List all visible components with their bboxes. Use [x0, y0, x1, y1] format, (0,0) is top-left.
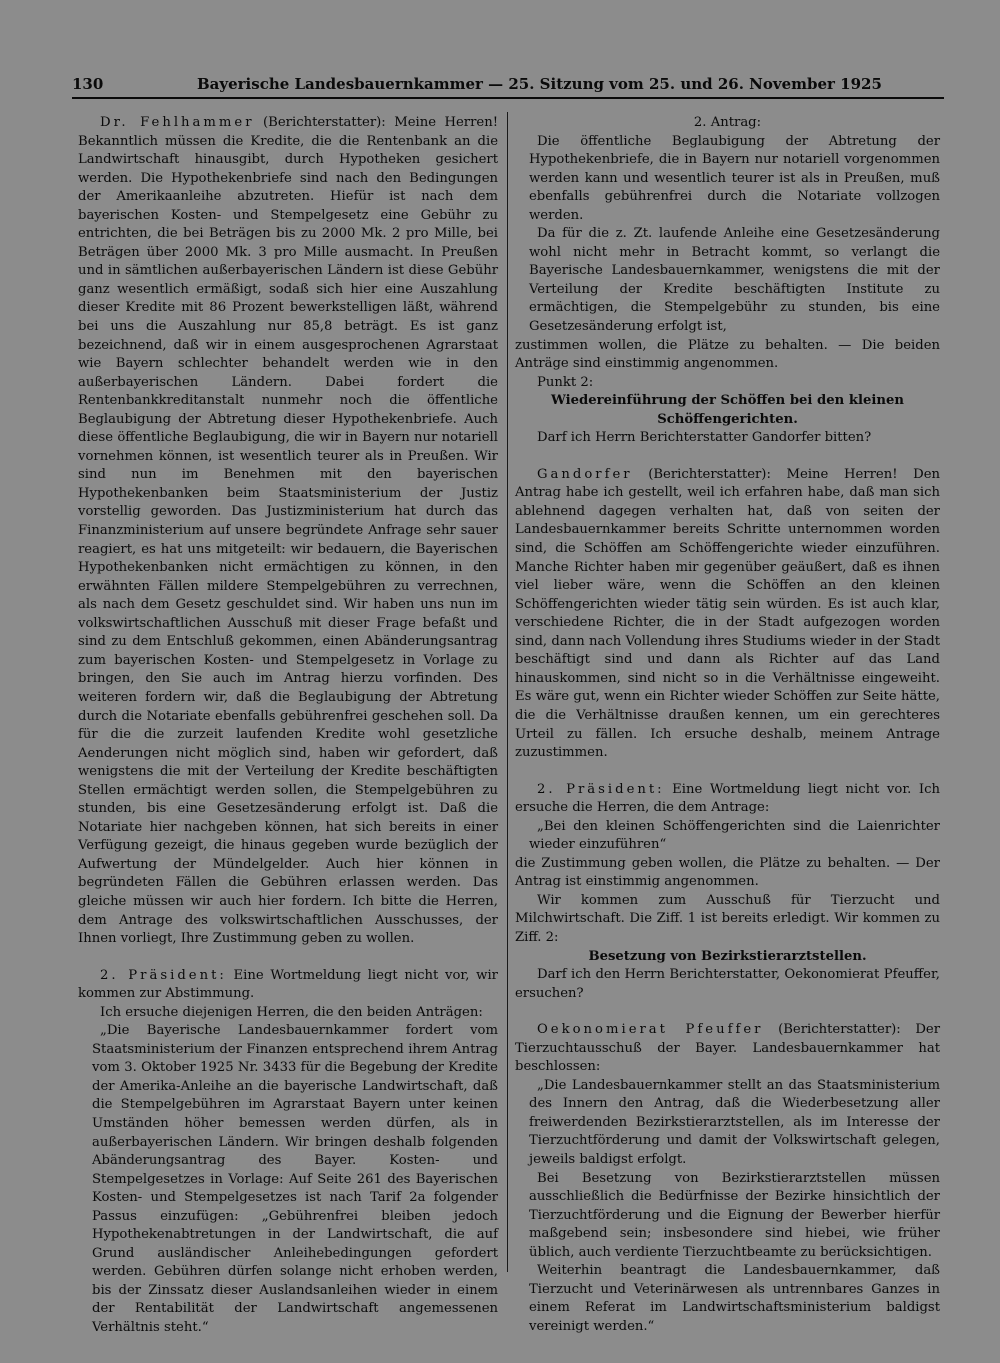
spacer: [515, 763, 940, 781]
paragraph-text: Darf ich den Herrn Berichterstatter, Oekonomierat Pfeuffer, ersuchen?: [515, 967, 940, 1001]
paragraph-text: Wir kommen zum Ausschuß für Tierzucht und Milchwirtschaft. Die Ziff. 1 ist bereits erledigt. Wir kommen zu Ziff. 2:: [515, 892, 940, 945]
quoted-motion: [78, 1022, 498, 1337]
paragraph: [515, 892, 940, 948]
paragraph-text: Eine Wortmeldung liegt nicht vor, wir kommen zur Abstimmung.: [78, 967, 498, 1002]
page-header: [72, 74, 942, 94]
spacer: [515, 448, 940, 466]
paragraph-text: die Zustimmung geben wollen, die Plätze zu behalten. — Der Antrag ist einstimmig angenommen.: [515, 855, 940, 890]
quote-text: Weiterhin beantragt die Landesbauernkammer, daß Tierzucht und Veterinärwesen als untrennbares Ganzes in einem Referat im Landwirtschaftsministerium baldigst vereinigt werden.“: [529, 1263, 940, 1334]
page-number: 130: [72, 75, 104, 93]
quote-text: Da für die z. Zt. laufende Anleihe eine Gesetzesänderung wohl nicht mehr in Betracht kommt, so verlangt die Bayerische Landesbauernkammer, wenigstens die mit der Verteilung der Kredite beschäftigten Institute zu ermächtigen, die Stempelgebühr zu stunden, bis eine Gesetzesänderung erfolgt ist,: [529, 226, 940, 335]
left-column: [78, 114, 498, 1338]
quote-text: Die öffentliche Beglaubigung der Abtretung der Hypothekenbriefe, die in Bayern nur notariell vorgenommen werden kann und wesentlich teurer ist als in Preußen, muß ebenfalls gebührenfrei durch die Notariate vollzogen werden.: [529, 133, 940, 223]
quote-text: „Die Bayerische Landesbauernkammer fordert vom Staatsministerium der Finanzen entsprechend ihrem Antrag vom 3. Oktober 1925 Nr. 3433 für die Begebung der Kredite der Amerika-Anleihe an die bayerische Landwirtschaft, daß die Stempelgebühren im Agrarstaat Bayern unter keinen Umständen höher bemessen werden dürfen, als in außerbayerischen Ländern. Wir bringen deshalb folgenden Abänderungsantrag des Bayer. Kosten- und Stempelgesetzes in Vorlage: Auf Seite 261 des Bayerischen Kosten- und Stempelgesetzes ist nach Tarif 2a folgender Passus einzufügen: „Gebührenfrei bleiben jedoch Hypothekenabtretungen in der Landwirtschaft, die auf Grund ausländischer Anleihebedingungen gefordert werden. Gebühren dürfen solange nicht erhoben werden, bis der Zinssatz dieser Auslandsanleihen wieder in einem der Rentabilität der Landwirtschaft angemessenen Verhältnis steht.“: [92, 1023, 498, 1335]
paragraph: [515, 429, 940, 448]
quoted-motion: [515, 818, 940, 855]
paragraph-text: (Berichterstatter): Meine Herren! Bekanntlich müssen die Kredite, die die Rentenbank an die Landwirtschaft hinausgibt, durch Hypotheken gesichert werden. Die Hypothekenbriefe sind nach den Bedingungen der Amerikaanleihe abzutreten. Hiefür ist nach dem bayerischen Kosten- und Stempelgesetz eine Gebühr zu entrichten, die bei Beträgen bis zu 2000 Mk. 2 pro Mille, bei Beträgen über 2000 Mk. 3 pro Mille ausmacht. In Preußen und in sämtlichen außerbayerischen Ländern ist diese Gebühr ganz wesentlich ermäßigt, sodaß sich hier eine Auszahlung dieser Kredite mit 86 Prozent bewerkstelligen läßt, während bei uns die Auszahlung nur 85,8 beträgt. Es ist ganz bezeichnend, daß wir in einem ausgesprochenen Agrarstaat wie Bayern schlechter behandelt werden wie in den außerbayerischen Ländern. Dabei fordert die Rentenbankkreditanstalt nunmehr noch die öffentliche Beglaubigung der Abtretung dieser Hypothekenbriefe. Auch diese öffentliche Beglaubigung, die wir in Bayern nur notariell vornehmen können, ist wesentlich teurer als in Preußen. Wir sind nun im Benehmen mit den bayerischen Hypothekenbanken beim Staatsministerium der Justiz vorstellig geworden. Das Justizministerium hat durch das Finanzministerium auf unsere begründete Anfrage sehr sauer reagiert, es hat uns mitgeteilt: wir bedauern, die Bayerischen Hypothekenbanken nicht ermächtigen zu können, in den erwähnten Fällen mildere Stempelgebühren zu verrechnen, als nach dem Gesetz geschuldet sind. Wir haben uns nun im volkswirtschaftlichen Ausschuß mit dieser Frage befaßt und sind zu dem Entschluß gekommen, einen Abänderungsantrag zum bayerischen Kosten- und Stempelgesetz in Vorlage zu bringen, den Sie auch im Antrag hierzu vorfinden. Des weiteren fordern wir, daß die Beglaubigung der Abtretung durch die Notariate ebenfalls gebührenfrei geschehen soll. Da für die die zurzeit laufenden Kredite wohl gesetzliche Aenderungen nicht möglich sind, haben wir gefordert, daß wenigstens die mit der Verteilung der Kredite beschäftigten Stellen ermächtigt werden sollen, die Stempelgebühren zu stunden, bis eine Gesetzesänderung erfolgt ist. Daß die Notariate hier nachgeben können, hat sich bereits in einer Verfügung gezeigt, die hinaus gegeben wurde bezüglich der Aufwertung der Mündelgelder. Auch hier können in begründeten Fällen die Gebühren erlassen werden. Das gleiche müssen wir auch hier fordern. Ich bitte die Herren, dem Antrage des volkswirtschaftlichen Ausschusses, der Ihnen vorliegt, Ihre Zustimmung geben zu wollen.: [78, 115, 499, 947]
quoted-motion: [515, 225, 940, 336]
paragraph: [78, 114, 498, 949]
quote-text: „Bei den kleinen Schöffengerichten sind die Laienrichter wieder einzuführen“: [529, 818, 940, 853]
speaker-name: 2. Präsident:: [100, 967, 227, 983]
header-rule: [72, 97, 944, 99]
speaker-name: Oekonomierat Pfeuffer: [537, 1022, 764, 1038]
section-heading: 2. Antrag:: [693, 115, 762, 130]
paragraph-text: zustimmen wollen, die Plätze zu behalten. — Die beiden Anträge sind einstimmig angenommen.: [515, 337, 940, 372]
quote-text: „Die Landesbauernkammer stellt an das Staatsministerium des Innern den Antrag, daß die Wiederbesetzung aller freiwerdenden Bezirkstierarztstellen, als im Interesse der Tierzuchtförderung und damit der Volkswirtschaft gelegen, jeweils baldigst erfolgt.: [529, 1077, 940, 1167]
paragraph-text: Ich ersuche diejenigen Herren, die den beiden Anträgen:: [100, 1004, 483, 1020]
paragraph-text: Punkt 2:: [537, 374, 594, 390]
paragraph: [515, 966, 940, 1003]
agenda-item-label: [515, 374, 940, 393]
quoted-motion: [515, 1262, 940, 1336]
paragraph-text: Darf ich Herrn Berichterstatter Gandorfer bitten?: [537, 430, 872, 446]
quote-text: Bei Besetzung von Bezirkstierarztstellen müssen ausschließlich die Bedürfnisse der Bezirke hinsichtlich der Tierzuchtförderung und die Eignung der Bewerber hierfür maßgebend sein; insbesondere sind hiebei, wie früher üblich, auch verdiente Tierzuchtbeamte zu berücksichtigen.: [529, 1170, 940, 1260]
quoted-motion: [515, 1170, 940, 1263]
paragraph: [78, 967, 498, 1004]
speaker-name: 2. Präsident:: [537, 781, 665, 797]
paragraph-text: Eine Wortmeldung liegt nicht vor. Ich ersuche die Herren, die dem Antrage:: [515, 781, 940, 816]
column-divider: [507, 112, 508, 1272]
agenda-heading: Wiedereinführung der Schöffen bei den kleinen Schöffengerichten.: [551, 393, 904, 427]
paragraph: [515, 466, 940, 763]
paragraph: [515, 781, 940, 818]
paragraph-text: (Berichterstatter): Der Tierzuchtausschuß der Bayer. Landesbauernkammer hat beschlossen:: [515, 1022, 940, 1075]
paragraph: [515, 855, 940, 892]
right-column: [515, 114, 940, 1336]
agenda-heading: Besetzung von Bezirkstierarztstellen.: [588, 948, 867, 964]
paragraph: [515, 1021, 940, 1077]
speaker-name: Gandorfer: [537, 466, 633, 482]
paragraph: [78, 1004, 498, 1023]
spacer: [515, 1003, 940, 1021]
quoted-motion: [515, 1077, 940, 1170]
running-title: Bayerische Landesbauernkammer — 25. Sitzung vom 25. und 26. November 1925: [197, 75, 882, 93]
quoted-motion: [515, 133, 940, 226]
spacer: [78, 949, 498, 967]
paragraph-text: (Berichterstatter): Meine Herren! Den Antrag habe ich gestellt, weil ich erfahren habe, daß man sich ablehnend dagegen verhalten hat, daß von seiten der Landesbauernkammer bereits Schritte unternommen worden sind, die Schöffen am Schöffengerichte wieder einzuführen. Manche Richter haben mir gegenüber geäußert, daß es ihnen viel lieber wäre, wenn die Schöffen an den kleinen Schöffengerichten wieder tätig sein würden. Es ist auch klar, verschiedene Richter, die in der Stadt aufgezogen worden sind, dann nach Vollendung ihres Studiums wieder in der Stadt beschäftigt sind und dann als Richter auf das Land hinauskommen, sind nicht so in die Verhältnisse eingeweiht. Es wäre gut, wenn ein Richter wieder Schöffen zur Seite hätte, die die Verhältnisse draußen kennen, um ein gerechteres Urteil zu fällen. Ich ersuche deshalb, meinem Antrage zuzustimmen.: [515, 466, 940, 761]
paragraph: [515, 337, 940, 374]
speaker-name: Dr. Fehlhammer: [100, 115, 255, 130]
